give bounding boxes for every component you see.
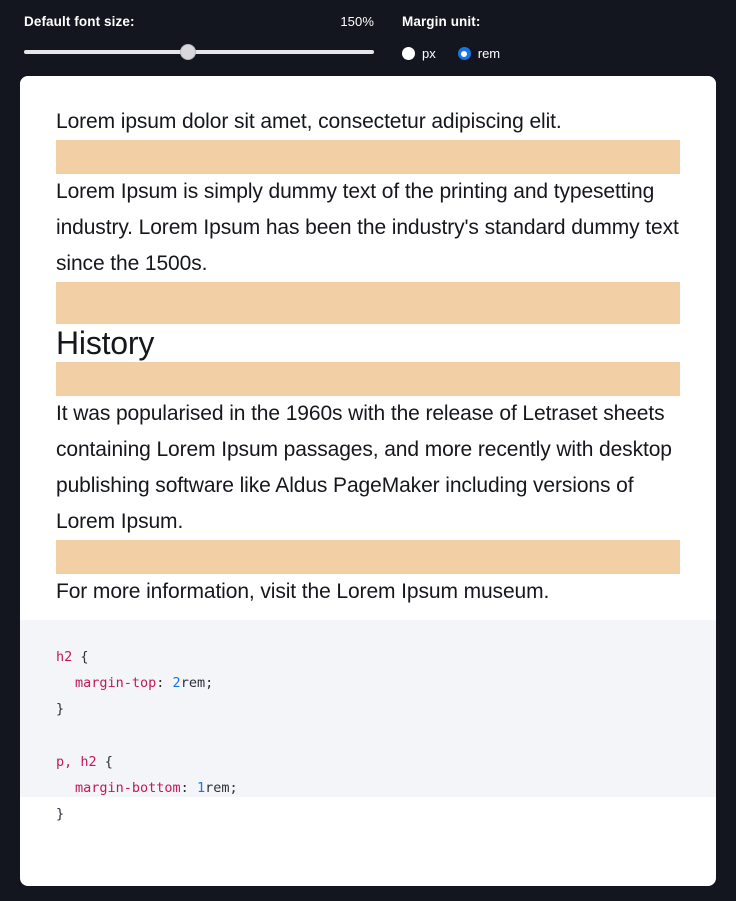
code-line (56, 670, 680, 696)
font-size-slider[interactable] (24, 45, 374, 59)
code-brace: { (96, 753, 113, 770)
margin-unit-radio-group (402, 46, 500, 61)
margin-highlight (56, 282, 680, 324)
preview-paragraph: Lorem ipsum dolor sit amet, consectetur adipiscing elit. (56, 110, 562, 133)
code-colon: : (180, 780, 197, 797)
radio-option-px[interactable] (402, 46, 436, 61)
code-unit: rem; (205, 780, 238, 797)
code-line (56, 696, 680, 722)
radio-icon-rem[interactable] (458, 47, 471, 60)
code-line (56, 801, 680, 827)
radio-option-rem[interactable] (458, 46, 500, 61)
code-line (56, 749, 680, 775)
margin-unit-label: Margin unit: (402, 14, 481, 29)
preview-paragraph: For more information, visit the Lorem Ipsum museum. (56, 579, 550, 603)
font-size-label: Default font size: (24, 14, 135, 29)
margin-highlight (56, 540, 680, 574)
radio-icon-px[interactable] (402, 47, 415, 60)
font-size-header (24, 14, 374, 29)
code-property: margin-bottom (75, 780, 181, 797)
preview-paragraph: It was popularised in the 1960s with the release of Letraset sheets containing Lorem Ipsum passages, and more recently with desktop publishing software like Aldus PageMaker including versions of Lorem Ipsum. (56, 402, 672, 533)
margin-unit-control (402, 14, 500, 61)
slider-thumb[interactable] (180, 44, 196, 60)
code-number: 2 (172, 674, 181, 691)
code-block (20, 620, 716, 823)
preview-card (20, 76, 716, 886)
code-number: 1 (196, 780, 206, 797)
preview-heading: History (56, 324, 155, 361)
radio-label-px: px (422, 46, 436, 61)
radio-label-rem: rem (477, 46, 501, 61)
font-size-value: 150% (340, 14, 374, 29)
slider-track[interactable] (24, 50, 374, 54)
preview-paragraph: Lorem Ipsum is simply dummy text of the printing and typesetting industry. Lorem Ipsum has been the industry's standard dummy text since the 1500s. (56, 179, 679, 275)
controls-bar (0, 0, 736, 61)
code-colon: : (156, 674, 173, 691)
font-size-control (24, 14, 374, 59)
code-unit: rem; (180, 674, 214, 691)
code-selector: p, h2 (56, 753, 97, 770)
code-line (56, 644, 680, 670)
code-line (56, 775, 680, 801)
code-property: margin-top (75, 674, 157, 691)
margin-highlight (56, 362, 680, 396)
code-line (56, 722, 680, 748)
code-brace: } (56, 806, 65, 823)
code-brace: } (56, 701, 65, 718)
margin-highlight (56, 140, 680, 174)
preview-content (20, 76, 716, 620)
code-brace: { (72, 648, 89, 665)
code-selector: h2 (56, 648, 73, 665)
